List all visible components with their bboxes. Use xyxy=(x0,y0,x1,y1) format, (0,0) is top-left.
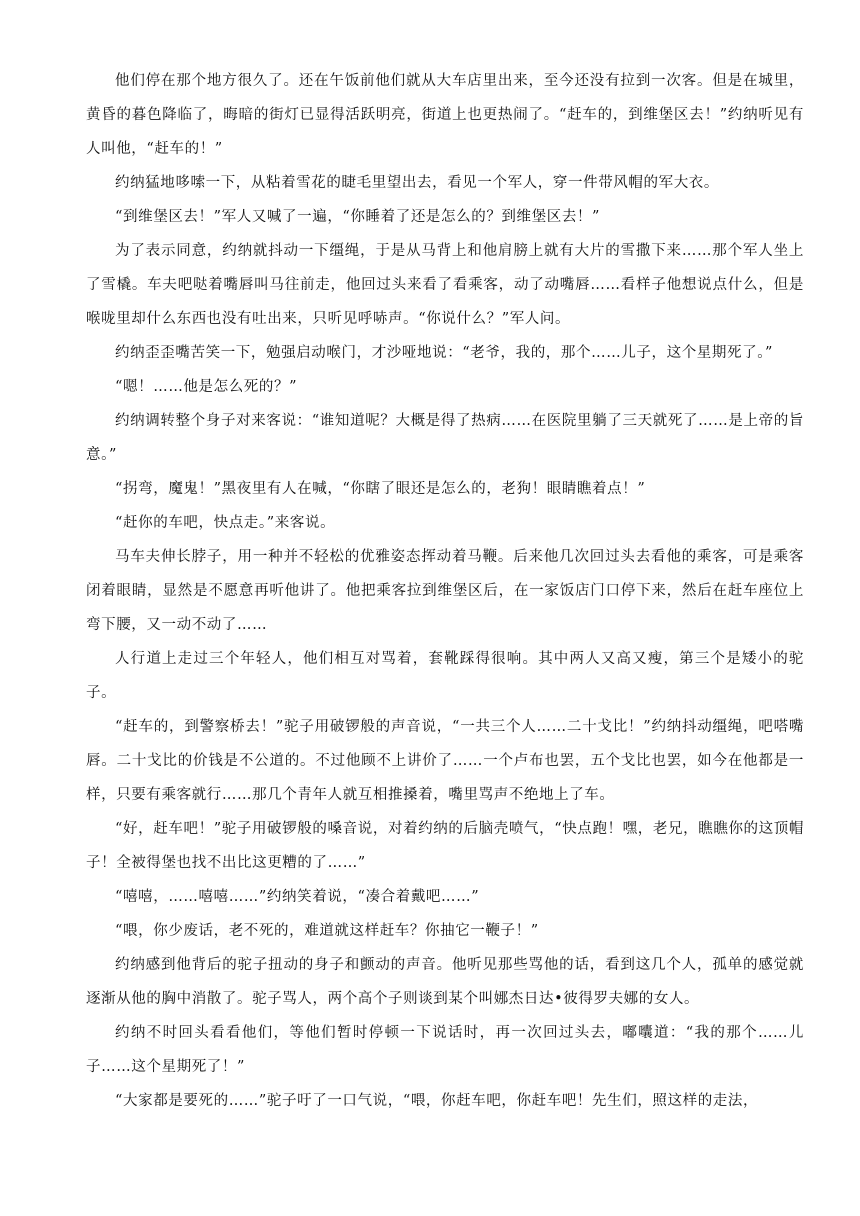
paragraph-3: “到维堡区去！”军人又喊了一遍，“你睡着了还是怎么的？到维堡区去！” xyxy=(115,209,601,225)
paragraph-2: 约纳猛地哆嗦一下，从粘着雪花的睫毛里望出去，看见一个军人，穿一件带风帽的军大衣。 xyxy=(115,175,719,191)
paragraph-12: “赶车的，到警察桥去！”驼子用破锣般的声音说，“一共三个人……二十戈比！”约纳抖动缰绳，吧嗒嘴唇。二十戈比的价钱是不公道的。不过他顾不上讲价了……一个卢布也罢，五个戈比也罢，如今在他都是一样，只要有乘客就行……那几个青年人就互相推搡着，嘴里骂声不绝地上了车。 xyxy=(86,719,804,803)
paragraph-6: “嗯！……他是怎么死的？” xyxy=(115,379,298,395)
paragraph-4: 为了表示同意，约纳就抖动一下缰绳，于是从马背上和他肩膀上就有大片的雪撒下来……那个军人坐上了雪橇。车夫吧哒着嘴唇叫马往前走，他回过头来看了看乘客，动了动嘴唇……看样子他想说点什么，但是喉咙里却什么东西也没有吐出来，只听见呼哧声。“你说什么？”军人问。 xyxy=(86,243,804,327)
paragraph-10: 马车夫伸长脖子，用一种并不轻松的优雅姿态挥动着马鞭。后来他几次回过头去看他的乘客，可是乘客闭着眼睛，显然是不愿意再听他讲了。他把乘客拉到维堡区后，在一家饭店门口停下来，然后在赶车座位上弯下腰，又一动不动了…… xyxy=(86,549,804,633)
paragraph-9: “赶你的车吧，快点走。”来客说。 xyxy=(115,515,336,531)
story-text xyxy=(86,64,804,1118)
paragraph-14: “嘻嘻，……嘻嘻……”约纳笑着说，“凑合着戴吧……” xyxy=(115,889,480,905)
paragraph-11: 人行道上走过三个年轻人，他们相互对骂着，套靴踩得很响。其中两人又高又瘦，第三个是矮小的驼子。 xyxy=(86,651,804,701)
paragraph-15: “喂，你少废话，老不死的，难道就这样赶车？你抽它一鞭子！” xyxy=(115,923,539,939)
paragraph-13: “好，赶车吧！”驼子用破锣般的嗓音说，对着约纳的后脑壳喷气，“快点跑！嘿，老兄，瞧瞧你的这顶帽子！全被得堡也找不出比这更糟的了……” xyxy=(86,821,804,871)
paragraph-18: “大家都是要死的……”驼子吁了一口气说，“喂，你赶车吧，你赶车吧！先生们，照这样的走法， xyxy=(115,1093,759,1109)
paragraph-7: 约纳调转整个身子对来客说：“谁知道呢？大概是得了热病……在医院里躺了三天就死了……是上帝的旨意。” xyxy=(86,413,804,463)
paragraph-8: “拐弯，魔鬼！”黑夜里有人在喊，“你瞎了眼还是怎么的，老狗！眼睛瞧着点！” xyxy=(115,481,646,497)
paragraph-16: 约纳感到他背后的驼子扭动的身子和颤动的声音。他听见那些骂他的话，看到这几个人，孤单的感觉就逐渐从他的胸中消散了。驼子骂人，两个高个子则谈到某个叫娜杰日达•彼得罗夫娜的女人。 xyxy=(86,957,804,1007)
paragraph-17: 约纳不时回头看看他们，等他们暂时停顿一下说话时，再一次回过头去，嘟囔道：“我的那个……儿子……这个星期死了！” xyxy=(86,1025,804,1075)
paragraph-5: 约纳歪歪嘴苦笑一下，勉强启动喉门，才沙哑地说：“老爷，我的，那个……儿子，这个星期死了。” xyxy=(115,345,774,361)
paragraph-1: 他们停在那个地方很久了。还在午饭前他们就从大车店里出来，至今还没有拉到一次客。但是在城里，黄昏的暮色降临了，晦暗的街灯已显得活跃明亮，街道上也更热闹了。“赶车的，到维堡区去！”约纳听见有人叫他，“赶车的！” xyxy=(86,73,804,157)
